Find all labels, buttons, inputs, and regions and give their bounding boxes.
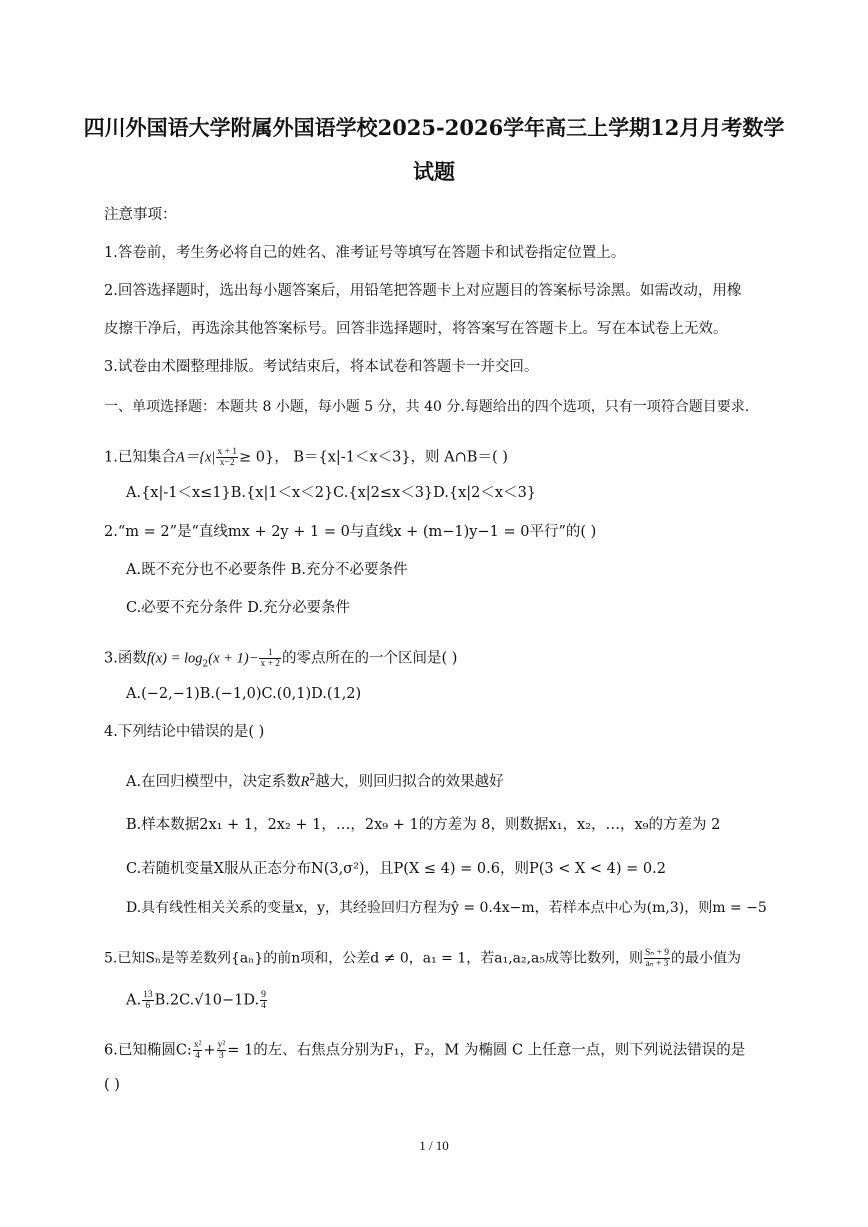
q4-option-c: C.若随机变量X服从正态分布N(3,σ²)，且P(X ≤ 4) = 0.6，则P(3 < X < 4) = 0.2 bbox=[126, 861, 666, 877]
q6-frac-x bbox=[193, 1040, 203, 1061]
q6-stem-post: 的左、右焦点分别为F₁，F₂，M 为椭圆 C 上任意一点，则下列说法错误的是 bbox=[253, 1042, 746, 1059]
note-item-2b: 皮擦干净后，再选涂其他答案标号。回答非选择题时，将答案写在答题卡上。写在本试卷上无效。 bbox=[104, 321, 728, 337]
q1-prefix: 1.已知集合 bbox=[104, 449, 176, 466]
q3-stem bbox=[104, 648, 457, 674]
q4-a-sym: R bbox=[300, 773, 310, 790]
q4-stem: 4.下列结论中错误的是( ) bbox=[104, 724, 265, 740]
q5-opt-d-label: D. bbox=[243, 992, 260, 1009]
q1-fraction bbox=[216, 447, 238, 468]
q2-options-ab: A.既不充分也不必要条件 B.充分不必要条件 bbox=[126, 562, 408, 578]
q1-frac-den: x−2 bbox=[219, 458, 235, 468]
q5-stem bbox=[104, 948, 741, 969]
q1-set-a-rest: ≥ 0}， bbox=[239, 449, 289, 466]
q5-opt-d-frac bbox=[260, 990, 267, 1011]
q3-func-arg: (x + 1)− bbox=[208, 650, 259, 667]
q1-set-a: A＝{x| bbox=[175, 449, 216, 466]
q1-options: A.{x|-1＜x≤1}B.{x|1＜x＜2}C.{x|2≤x＜3}D.{x|2＜x＜3} bbox=[126, 485, 537, 501]
q3-frac-num: 1 bbox=[259, 648, 281, 659]
q3-func-base: 2 bbox=[202, 659, 209, 670]
q5-fraction bbox=[644, 948, 670, 969]
q6-stem-paren: ( ) bbox=[104, 1077, 120, 1093]
exam-title-line2: 试题 bbox=[413, 159, 455, 184]
q4-a-sup: 2 bbox=[309, 773, 316, 783]
q1-set-b: B＝{x|-1＜x＜3}，则 A∩B＝( ) bbox=[293, 449, 508, 466]
q3-options: A.(−2,−1)B.(−1,0)C.(0,1)D.(1,2) bbox=[126, 686, 362, 702]
q6-frac-y bbox=[217, 1040, 227, 1061]
q4-option-b: B.样本数据2x₁ + 1，2x₂ + 1，…，2x₉ + 1的方差为 8，则数据x₁，x₂，…，x₉的方差为 2 bbox=[126, 817, 721, 833]
q6-frac1-den: 4 bbox=[195, 1051, 200, 1061]
q3-suffix: 的零点所在的一个区间是( ) bbox=[282, 650, 458, 667]
q5-stem-post: 的最小值为 bbox=[670, 950, 741, 967]
q5-opt-a-frac bbox=[142, 990, 154, 1011]
section1-heading: 一、单项选择题：本题共 8 小题，每小题 5 分，共 40 分.每题给出的四个选项，只有一项符合题目要求. bbox=[104, 399, 750, 415]
q2-stem: 2.“m = 2”是“直线mx + 2y + 1 = 0与直线x + (m−1)y−1 = 0平行”的( ) bbox=[104, 524, 597, 540]
q3-func: f(x) = log bbox=[146, 650, 203, 667]
q5-stem-pre: 5.已知Sₙ是等差数列{aₙ}的前n项和，公差d ≠ 0，a₁ = 1，若a₁,a₂,a₅成等比数列，则 bbox=[104, 950, 644, 967]
q6-frac2-den: 3 bbox=[219, 1051, 224, 1061]
notes-heading: 注意事项： bbox=[104, 207, 177, 223]
q6-frac2-num: y² bbox=[217, 1040, 226, 1050]
q6-plus: + bbox=[203, 1042, 216, 1059]
q4-option-a bbox=[126, 768, 504, 792]
q4-option-d: D.具有线性相关关系的变量x，y，其经验回归方程为ŷ = 0.4x−m，若样本点中心为(m,3)，则m = −5 bbox=[126, 900, 767, 916]
note-item-2a: 2.回答选择题时，选出每小题答案后，用铅笔把答题卡上对应题目的答案标号涂黑。如需改动，用橡 bbox=[104, 283, 742, 299]
q5-opt-c: C.√10−1 bbox=[179, 992, 244, 1009]
q4-a-pre: A.在回归模型中，决定系数 bbox=[126, 773, 301, 790]
q5-frac-num: Sₙ + 9 bbox=[645, 948, 669, 958]
q5-opt-a-num: 13 bbox=[143, 990, 153, 1000]
q1-frac-num: x + 1 bbox=[217, 447, 238, 457]
page-number: 1 / 10 bbox=[419, 1138, 449, 1153]
note-item-1: 1.答卷前，考生务必将自己的姓名、准考证号等填写在答题卡和试卷指定位置上。 bbox=[104, 245, 626, 261]
q4-a-post: 越大，则回归拟合的效果越好 bbox=[315, 773, 504, 790]
q5-opt-a-label: A. bbox=[126, 992, 142, 1009]
q5-opt-b: B.2 bbox=[154, 992, 180, 1009]
q6-frac1-num: x² bbox=[193, 1040, 202, 1050]
q5-options bbox=[126, 990, 268, 1011]
q3-prefix: 3.函数 bbox=[104, 650, 147, 667]
q5-frac-den: aₙ + 3 bbox=[645, 959, 669, 969]
q5-opt-a-den: 6 bbox=[145, 1001, 151, 1011]
q5-opt-d-den: 4 bbox=[261, 1001, 266, 1011]
q1-stem bbox=[104, 447, 508, 468]
note-item-3: 3.试卷由术圈整理排版。考试结束后，将本试卷和答题卡一并交回。 bbox=[104, 359, 539, 375]
q2-options-cd: C.必要不充分条件 D.充分必要条件 bbox=[126, 600, 351, 616]
exam-title-line1: 四川外国语大学附属外国语学校2025-2026学年高三上学期12月月考数学 bbox=[83, 115, 785, 140]
q6-stem bbox=[104, 1040, 745, 1061]
q6-stem-pre: 6.已知椭圆C: bbox=[104, 1042, 192, 1059]
q3-fraction bbox=[259, 648, 281, 669]
q5-opt-d-num: 9 bbox=[261, 990, 266, 1000]
q3-frac-den: x + 2 bbox=[260, 659, 281, 669]
q6-eq: = 1 bbox=[227, 1042, 254, 1059]
